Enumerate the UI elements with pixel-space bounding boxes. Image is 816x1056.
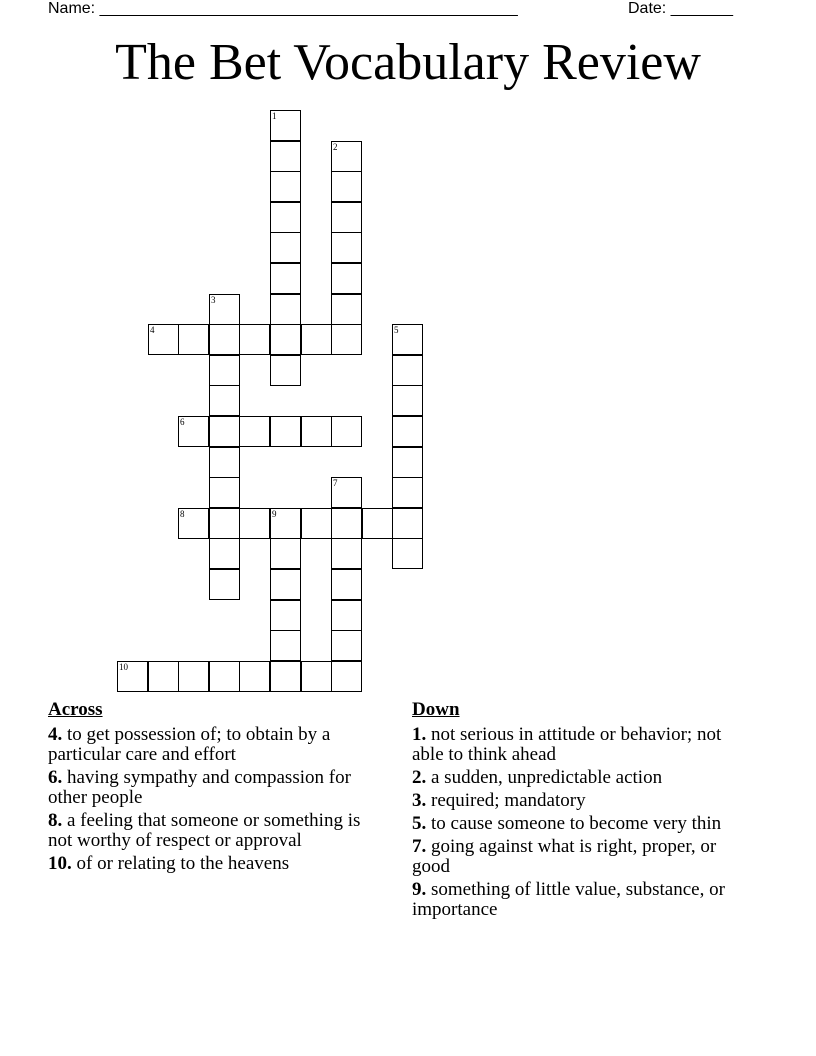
grid-cell[interactable]: [270, 355, 301, 386]
grid-cell[interactable]: [178, 416, 209, 447]
grid-cell[interactable]: [331, 324, 362, 355]
across-clue-4: [48, 725, 388, 765]
grid-cell[interactable]: [331, 141, 362, 172]
grid-cell[interactable]: [331, 232, 362, 263]
clue-text: required; mandatory: [431, 790, 586, 811]
down-clues: [412, 700, 742, 923]
across-heading: Across: [48, 699, 103, 720]
grid-cell[interactable]: [270, 110, 301, 141]
grid-cell[interactable]: [331, 538, 362, 569]
grid-cell[interactable]: [331, 477, 362, 508]
across-clue-10: [48, 854, 388, 874]
name-field-line: Name: _______________________________________________: [48, 0, 518, 17]
clue-text: going against what is right, proper, or good: [412, 836, 717, 877]
grid-cell[interactable]: [239, 508, 270, 539]
grid-cell[interactable]: [270, 171, 301, 202]
cell-number: 5: [394, 325, 399, 335]
grid-cell[interactable]: [331, 508, 362, 539]
clue-text: to cause someone to become very thin: [431, 813, 722, 834]
grid-cell[interactable]: [270, 202, 301, 233]
grid-cell[interactable]: [178, 661, 209, 692]
grid-cell[interactable]: [392, 324, 423, 355]
clue-text: of or relating to the heavens: [76, 853, 290, 874]
grid-cell[interactable]: [270, 416, 301, 447]
date-field-line: Date: _______: [628, 0, 733, 17]
grid-cell[interactable]: [239, 416, 270, 447]
grid-cell[interactable]: [209, 385, 240, 416]
grid-cell[interactable]: [392, 508, 423, 539]
grid-cell[interactable]: [392, 355, 423, 386]
cell-number: 1: [272, 111, 277, 121]
grid-cell[interactable]: [270, 141, 301, 172]
cell-number: 3: [211, 295, 216, 305]
cell-number: 2: [333, 142, 338, 152]
across-clues: [48, 700, 388, 877]
grid-cell[interactable]: [209, 416, 240, 447]
grid-cell[interactable]: [178, 508, 209, 539]
grid-cell[interactable]: [362, 508, 393, 539]
grid-cell[interactable]: [270, 600, 301, 631]
cell-number: 6: [180, 417, 185, 427]
grid-cell[interactable]: [301, 416, 332, 447]
grid-cell[interactable]: [270, 324, 301, 355]
clue-number: 7.: [412, 836, 427, 857]
grid-cell[interactable]: [239, 324, 270, 355]
down-clue-9: [412, 880, 742, 920]
grid-cell[interactable]: [209, 477, 240, 508]
down-heading: Down: [412, 699, 460, 720]
clue-number: 3.: [412, 790, 427, 811]
clue-text: something of little value, substance, or importance: [412, 879, 725, 920]
grid-cell[interactable]: [209, 508, 240, 539]
grid-cell[interactable]: [331, 294, 362, 325]
page-title: The Bet Vocabulary Review: [115, 34, 701, 91]
across-clue-8: [48, 811, 388, 851]
cell-number: 4: [150, 325, 155, 335]
grid-cell[interactable]: [209, 661, 240, 692]
clue-text: not serious in attitude or behavior; not able to think ahead: [412, 724, 722, 765]
clue-number: 5.: [412, 813, 427, 834]
clue-number: 6.: [48, 767, 63, 788]
grid-cell[interactable]: [331, 263, 362, 294]
grid-cell[interactable]: [209, 569, 240, 600]
grid-cell[interactable]: [301, 661, 332, 692]
grid-cell[interactable]: [270, 232, 301, 263]
grid-cell[interactable]: [209, 447, 240, 478]
cell-number: 7: [333, 478, 338, 488]
grid-cell[interactable]: [117, 661, 148, 692]
grid-cell[interactable]: [331, 416, 362, 447]
clue-number: 9.: [412, 879, 427, 900]
down-clue-7: [412, 837, 742, 877]
down-clue-5: [412, 814, 742, 834]
grid-cell[interactable]: [331, 202, 362, 233]
grid-cell[interactable]: [209, 294, 240, 325]
clue-text: a feeling that someone or something is not worthy of respect or approval: [48, 810, 361, 851]
grid-cell[interactable]: [331, 630, 362, 661]
cell-number: 10: [119, 662, 128, 672]
grid-cell[interactable]: [270, 294, 301, 325]
clue-number: 1.: [412, 724, 427, 745]
cell-number: 8: [180, 509, 185, 519]
down-clue-1: [412, 725, 742, 765]
grid-cell[interactable]: [270, 263, 301, 294]
grid-cell[interactable]: [392, 416, 423, 447]
clue-text: a sudden, unpredictable action: [431, 767, 663, 788]
grid-cell[interactable]: [270, 630, 301, 661]
grid-cell[interactable]: [331, 661, 362, 692]
grid-cell[interactable]: [148, 661, 179, 692]
grid-cell[interactable]: [209, 355, 240, 386]
grid-cell[interactable]: [331, 569, 362, 600]
cell-number: 9: [272, 509, 277, 519]
down-clue-3: [412, 791, 742, 811]
grid-cell[interactable]: [270, 538, 301, 569]
grid-cell[interactable]: [209, 324, 240, 355]
grid-cell[interactable]: [392, 385, 423, 416]
grid-cell[interactable]: [148, 324, 179, 355]
grid-cell[interactable]: [178, 324, 209, 355]
grid-cell[interactable]: [270, 569, 301, 600]
grid-cell[interactable]: [209, 538, 240, 569]
clue-number: 10.: [48, 853, 72, 874]
grid-cell[interactable]: [301, 508, 332, 539]
clue-number: 4.: [48, 724, 63, 745]
clue-number: 2.: [412, 767, 427, 788]
grid-cell[interactable]: [301, 324, 332, 355]
grid-cell[interactable]: [270, 661, 301, 692]
grid-cell[interactable]: [331, 600, 362, 631]
grid-cell[interactable]: [331, 171, 362, 202]
grid-cell[interactable]: [392, 447, 423, 478]
grid-cell[interactable]: [270, 508, 301, 539]
down-clue-2: [412, 768, 742, 788]
clue-text: to get possession of; to obtain by a particular care and effort: [48, 724, 331, 765]
across-clue-6: [48, 768, 388, 808]
clue-text: having sympathy and compassion for other people: [48, 767, 351, 808]
clue-number: 8.: [48, 810, 63, 831]
grid-cell[interactable]: [392, 477, 423, 508]
grid-cell[interactable]: [239, 661, 270, 692]
grid-cell[interactable]: [392, 538, 423, 569]
